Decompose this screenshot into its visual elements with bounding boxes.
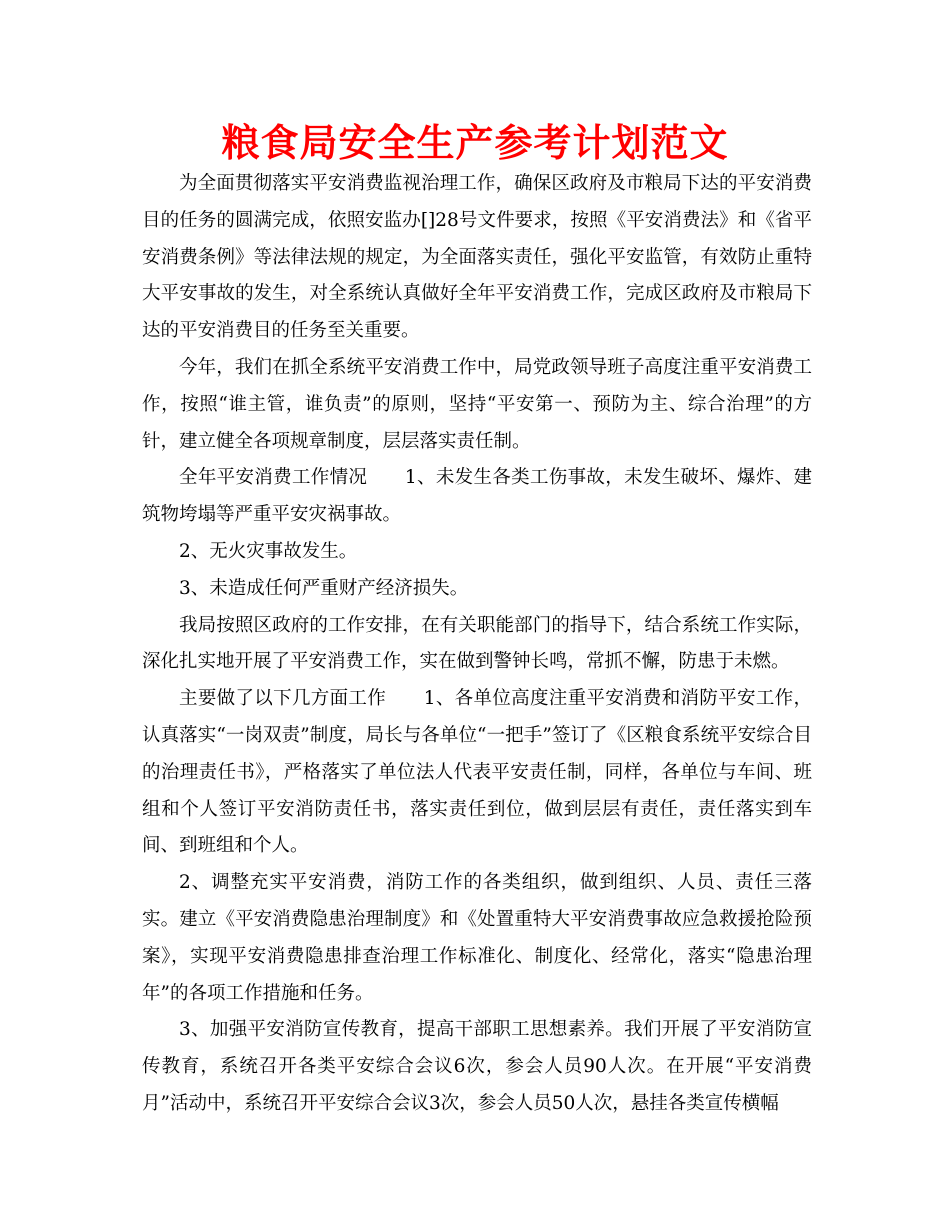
document-body (142, 166, 812, 1123)
paragraph-7: 主要做了以下几方面工作 1、各单位高度注重平安消费和消防平安工作，认真落实“一岗双责”制度，局长与各单位“一把手”签订了《区粮食系统平安综合目的治理责任书》，严格落实了单位法人代表平安责任制，同样，各单位与车间、班组和个人签订平安消防责任书，落实责任到位，做到层层有责任，责任落实到车间、到班组和个人。 (142, 688, 812, 857)
paragraph-3: 全年平安消费工作情况 1、未发生各类工伤事故，未发生破坏、爆炸、建筑物垮塌等严重平安灾祸事故。 (142, 467, 812, 526)
paragraph-5: 3、未造成任何严重财产经济损失。 (179, 577, 469, 599)
paragraph-6: 我局按照区政府的工作安排，在有关职能部门的指导下，结合系统工作实际，深化扎实地开展了平安消费工作，实在做到警钟长鸣，常抓不懈，防患于未燃。 (142, 614, 812, 673)
paragraph-8: 2、调整充实平安消费，消防工作的各类组织，做到组织、人员、责任三落实。建立《平安消费隐患治理制度》和《处置重特大平安消费事故应急救援抢险预案》，实现平安消费隐患排查治理工作标准化、制度化、经常化，落实“隐患治理年”的各项工作措施和任务。 (142, 872, 812, 1004)
paragraph-4: 2、无火灾事故发生。 (179, 540, 358, 562)
document-title: 粮食局安全生产参考计划范文 (221, 120, 729, 165)
paragraph-9: 3、加强平安消防宣传教育，提高干部职工思想素养。我们开展了平安消防宣传教育，系统召开各类平安综合会议6次，参会人员90人次。在开展“平安消费月”活动中，系统召开平安综合会议3次，参会人员50人次，悬挂各类宣传横幅 (142, 1019, 812, 1114)
paragraph-2: 今年，我们在抓全系统平安消费工作中，局党政领导班子高度注重平安消费工作，按照“谁主管，谁负责”的原则，坚持“平安第一、预防为主、综合治理”的方针，建立健全各项规章制度，层层落实责任制。 (142, 356, 812, 452)
paragraph-1: 为全面贯彻落实平安消费监视治理工作，确保区政府及市粮局下达的平安消费目的任务的圆满完成，依照安监办[]28号文件要求，按照《平安消费法》和《省平安消费条例》等法律法规的规定，为全面落实责任，强化平安监管，有效防止重特大平安事故的发生，对全系统认真做好全年平安消费工作，完成区政府及市粮局下达的平安消费目的任务至关重要。 (142, 173, 812, 342)
